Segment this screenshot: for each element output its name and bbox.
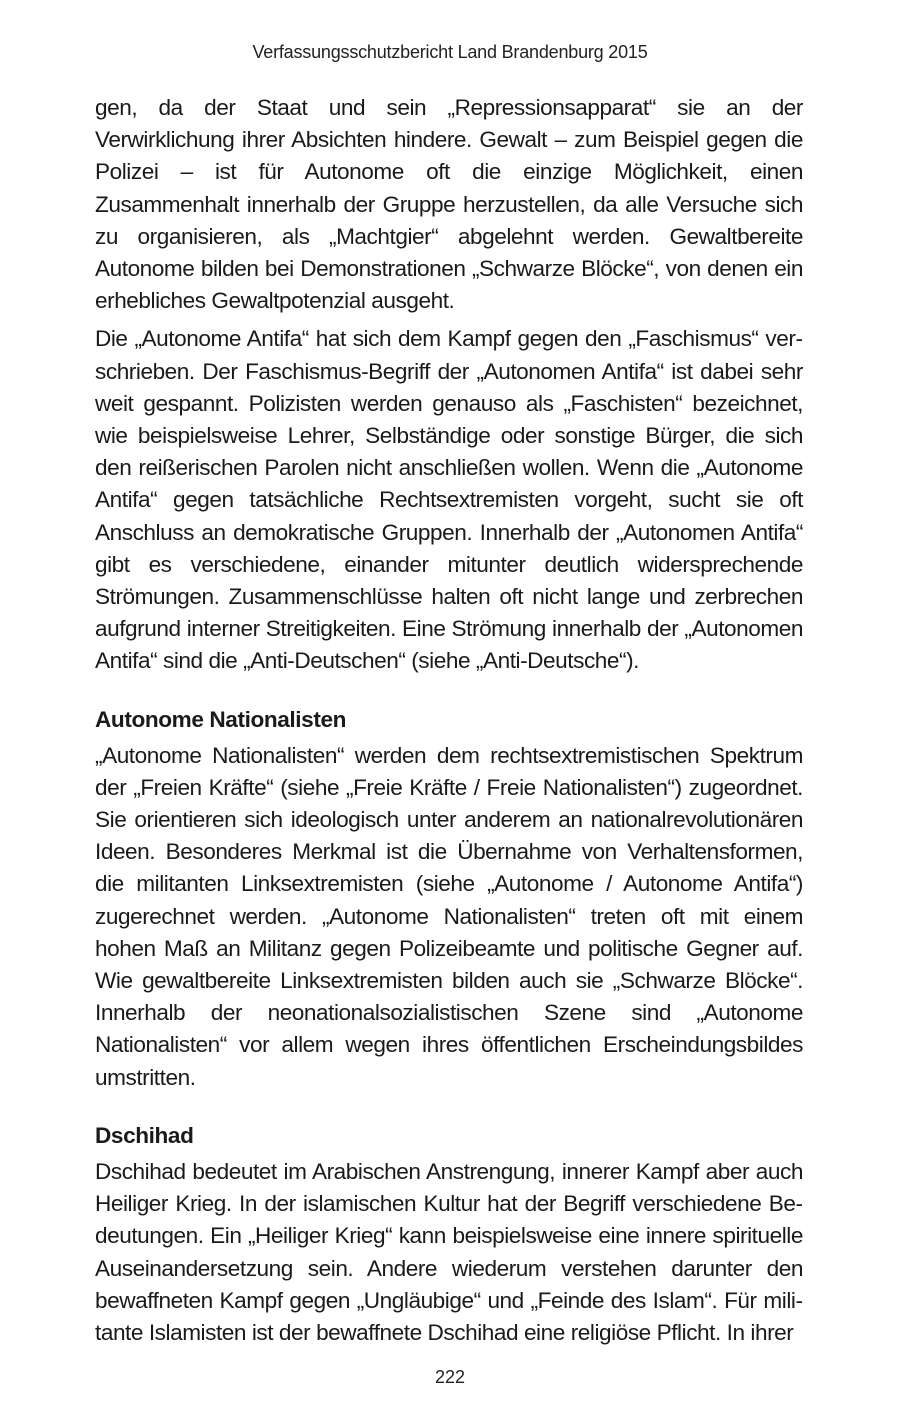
page-body <box>95 92 803 1349</box>
section-text-dschihad: Dschihad bedeutet im Arabischen Anstrengung, innerer Kampf aber auch Heiliger Krieg. In der islamischen Kultur hat der Begriff verschiedene Bedeutungen. Ein „Heiliger Krieg“ kann beispielsweise eine innere spirituelle Auseinandersetzung sein. Andere wiederum verstehen darunter den bewaffneten Kampf gegen „Ungläubige“ und „Feinde des Islam“. Für militante Islamisten ist der bewaffnete Dschihad eine religiöse Pflicht. In ihrer <box>95 1158 803 1345</box>
section-dschihad <box>95 1120 803 1349</box>
running-header: Verfassungsschutzbericht Land Brandenburg 2015 <box>252 42 648 62</box>
section-heading-autonome-nationalisten: Autonome Nationalisten <box>95 706 347 732</box>
intro-paragraph: gen, da der Staat und sein „Repressionsapparat“ sie an der Verwirklichung ihrer Absichten hindere. Gewalt – zum Beispiel gegen die Polizei – ist für Autonome oft die einzige Möglichkeit, einen Zusammenhalt innerhalb der Gruppe herzustellen, da alle Versuche sich zu organisieren, als „Machtgier“ abgelehnt werden. Gewaltbereite Autonome bilden bei Demonstrationen „Schwarze Blöcke“, von denen ein erhebliches Gewaltpotenzial ausgeht. <box>95 95 803 314</box>
section-heading-dschihad: Dschihad <box>95 1122 194 1148</box>
section-autonome-nationalisten <box>95 704 803 1094</box>
page-number: 222 <box>434 1367 466 1387</box>
autonome-antifa-paragraph: Die „Autonome Antifa“ hat sich dem Kampf gegen den „Faschismus“ verschrieben. Der Faschismus-Begriff der „Autonomen Antifa“ ist dabei sehr weit gespannt. Polizisten werden genauso als „Faschisten“ bezeichnet, wie beispielsweise Lehrer, Selbständige oder sonstige Bürger, die sich den reißerischen Parolen nicht anschließen wollen. Wenn die „Autonome Antifa“ gegen tatsächliche Rechtsextremisten vorgeht, sucht sie oft Anschluss an demokratische Gruppen. Innerhalb der „Autonomen Antifa“ gibt es verschiedene, einander mitunter deutlich widersprechende Strömungen. Zusammenschlüsse halten oft nicht lange und zerbrechen aufgrund interner Streitigkeiten. Eine Strömung innerhalb der „Autonomen Antifa“ sind die „Anti-Deutschen“ (siehe „Anti-Deutsche“). <box>95 326 803 674</box>
section-text-autonome-nationalisten: „Autonome Nationalisten“ werden dem rechtsextremistischen Spektrum der „Freien Kräfte“ (siehe „Freie Kräfte / Freie Nationalisten“) zugeordnet. Sie orientieren sich ideologisch unter anderem an nationalrevolutionären Ideen. Besonderes Merkmal ist die Übernahme von Verhaltensformen, die militanten Linksextremisten (siehe „Autonome / Autonome Antifa“) zugerechnet werden. „Autonome Nationalisten“ treten oft mit einem hohen Maß an Militanz gegen Polizeibeamte und politische Gegner auf. Wie gewaltbereite Linksextremisten bilden auch sie „Schwarze Blöcke“. Innerhalb der neonationalsozialistischen Szene sind „Autonome Nationalisten“ vor allem wegen ihres öffentlichen Erscheindungsbildes umstritten. <box>95 742 803 1090</box>
